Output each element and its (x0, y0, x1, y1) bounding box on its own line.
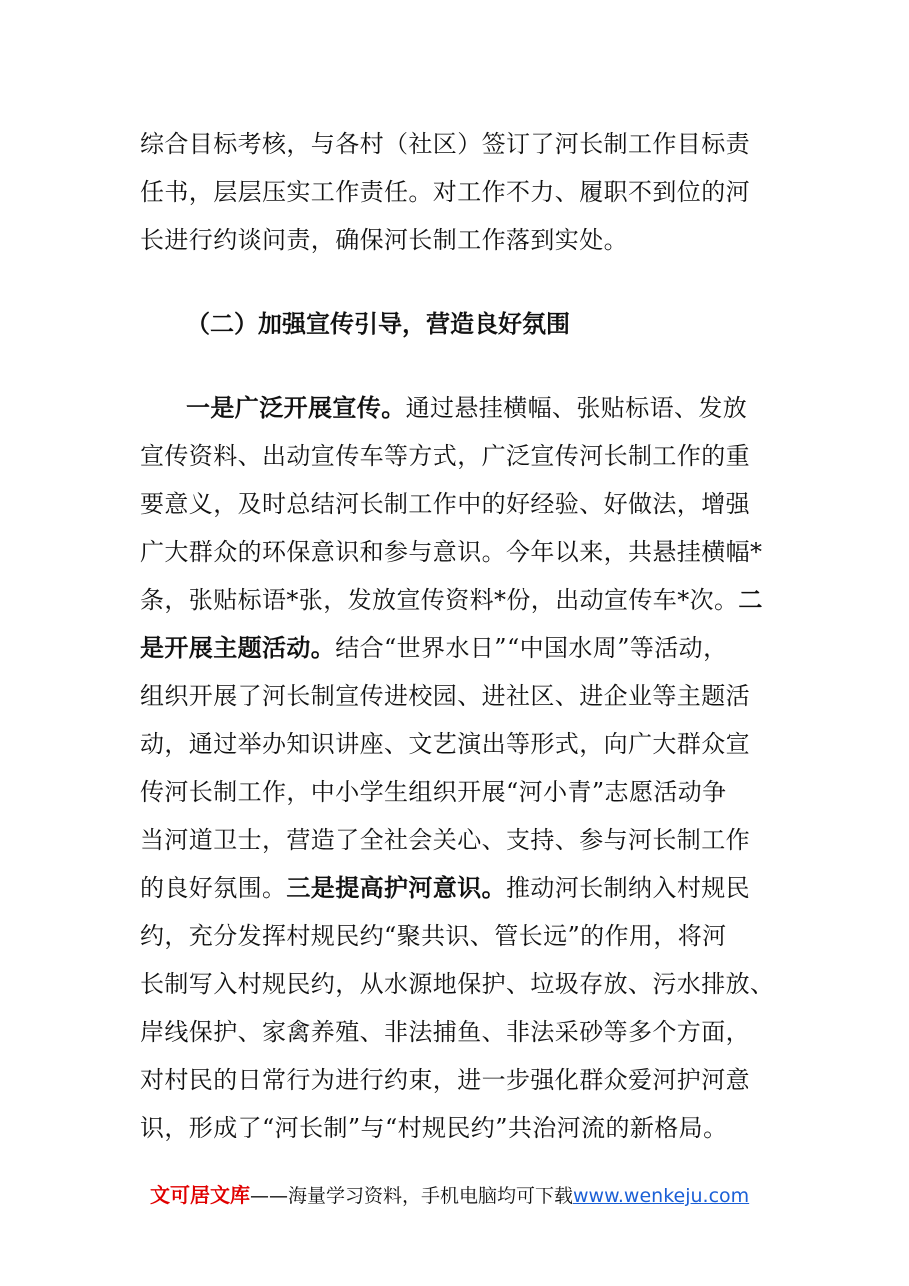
bold-lead-phrase: 是开展主题活动。 (140, 633, 336, 662)
paragraph-line: 识，形成了“河长制”与“村规民约”共治河流的新格局。 (140, 1114, 728, 1142)
paragraph-line: 综合目标考核，与各村（社区）签订了河长制工作目标责 (140, 130, 750, 158)
paragraph-line (140, 868, 780, 908)
paragraph-text: 结合“世界水日”“中国水周”等活动， (335, 634, 728, 662)
section-heading: （二）加强宣传引导，营造良好氛围 (186, 309, 570, 338)
paragraph-line: 约，充分发挥村规民约“聚共识、管长远”的作用，将河 (140, 922, 727, 950)
footer-banner (150, 1180, 749, 1210)
paragraph-line: 当河道卫士，营造了全社会关心、支持、参与河长制工作 (140, 826, 750, 854)
paragraph-line: 组织开展了河长制宣传进校园、进社区、进企业等主题活 (140, 682, 750, 710)
paragraph-line: 传河长制工作，中小学生组织开展“河小青”志愿活动争 (140, 778, 727, 806)
paragraph-line: 岸线保护、家禽养殖、非法捕鱼、非法采砂等多个方面， (140, 1018, 750, 1046)
footer-website-link[interactable]: www.wenkeju.com (573, 1185, 750, 1207)
paragraph-line: 对村民的日常行为进行约束，进一步强化群众爱河护河意 (140, 1066, 750, 1094)
paragraph-text: 推动河长制纳入村规民 (506, 874, 751, 902)
paragraph-text: 的良好氛围。 (140, 874, 287, 902)
paragraph-text: 条，张贴标语*张，发放宣传资料*份，出动宣传车*次。 (140, 586, 739, 614)
paragraph-line (140, 628, 780, 668)
paragraph-line (140, 580, 780, 620)
paragraph-text: 通过悬挂横幅、张贴标语、发放 (405, 394, 748, 422)
bold-lead-phrase: 三是提高护河意识。 (286, 873, 507, 902)
bold-lead-phrase: 一是广泛开展宣传。 (186, 393, 406, 422)
paragraph-line: 宣传资料、出动宣传车等方式，广泛宣传河长制工作的重 (140, 442, 750, 470)
bold-lead-phrase: 二 (738, 585, 763, 614)
paragraph-line: 任书，层层压实工作责任。对工作不力、履职不到位的河 (140, 178, 750, 206)
footer-tagline: ——海量学习资料，手机电脑均可下载 (250, 1185, 574, 1207)
paragraph-line (186, 388, 786, 428)
paragraph-line: 长制写入村规民约，从水源地保护、垃圾存放、污水排放、 (140, 970, 775, 998)
paragraph-line: 动，通过举办知识讲座、文艺演出等形式，向广大群众宣 (140, 730, 750, 758)
paragraph-line: 要意义，及时总结河长制工作中的好经验、好做法，增强 (140, 490, 750, 518)
paragraph-line: 长进行约谈问责，确保河长制工作落到实处。 (140, 226, 628, 254)
paragraph-line: 广大群众的环保意识和参与意识。今年以来，共悬挂横幅* (140, 538, 763, 566)
footer-brand: 文可居文库 (150, 1183, 250, 1207)
